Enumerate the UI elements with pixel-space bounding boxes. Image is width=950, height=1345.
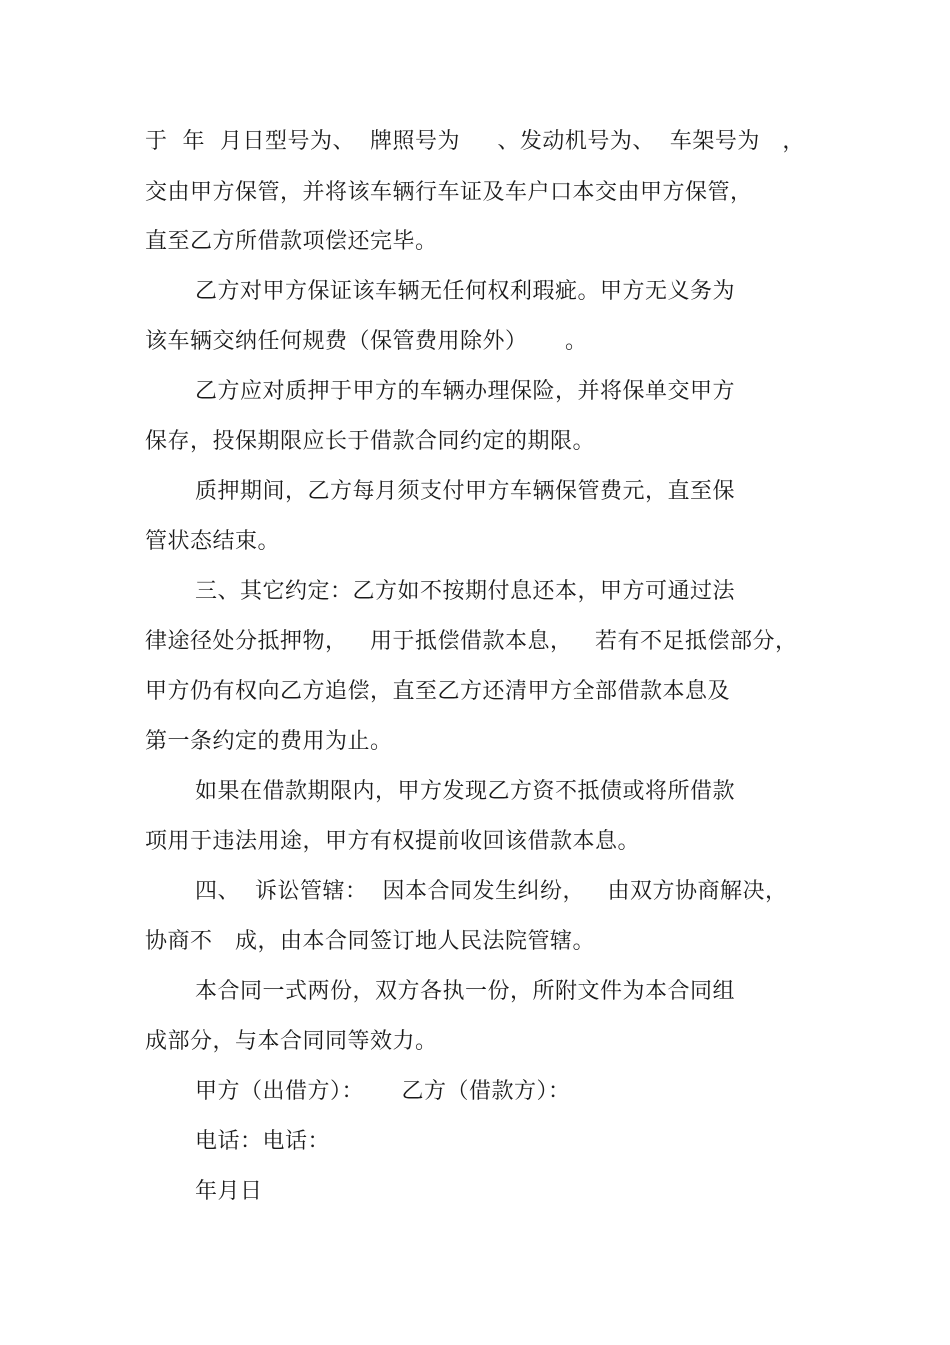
paragraph-line: 律途径处分抵押物， 用于抵偿借款本息， 若有不足抵偿部分， [145,629,798,654]
paragraph-line: 乙方对甲方保证该车辆无任何权利瑕疵。甲方无义务为 [195,279,736,304]
paragraph-line: 第一条约定的费用为止。 [145,729,393,754]
paragraph-line: 项用于违法用途，甲方有权提前收回该借款本息。 [145,829,641,854]
paragraph-line: 四、 诉讼管辖： 因本合同发生纠纷， 由双方协商解决， [195,879,788,904]
paragraph-line: 三、其它约定：乙方如不按期付息还本，甲方可通过法 [195,579,736,604]
paragraph-line: 交由甲方保管，并将该车辆行车证及车户口本交由甲方保管， [145,180,753,205]
signature-line: 甲方（出借方）： 乙方（借款方）： [195,1079,571,1104]
phone-line: 电话：电话： [195,1129,331,1154]
paragraph-line: 甲方仍有权向乙方追偿，直至乙方还清甲方全部借款本息及 [145,679,731,704]
paragraph-line: 于 年 月日型号为、 牌照号为 、发动机号为、 车架号为 ， [145,129,805,154]
paragraph-line: 成部分，与本合同同等效力。 [145,1029,438,1054]
paragraph-line: 质押期间，乙方每月须支付甲方车辆保管费元，直至保 [195,479,736,504]
paragraph-line: 如果在借款期限内，甲方发现乙方资不抵债或将所借款 [195,779,736,804]
paragraph-line: 协商不 成，由本合同签订地人民法院管辖。 [145,929,595,954]
paragraph-line: 该车辆交纳任何规费（保管费用除外） 。 [145,329,588,354]
paragraph-line: 保存，投保期限应长于借款合同约定的期限。 [145,429,596,454]
paragraph-line: 管状态结束。 [145,529,281,554]
paragraph-line: 本合同一式两份，双方各执一份，所附文件为本合同组 [195,979,736,1004]
date-line: 年月日 [195,1179,263,1204]
paragraph-line: 直至乙方所借款项偿还完毕。 [145,229,438,254]
paragraph-line: 乙方应对质押于甲方的车辆办理保险，并将保单交甲方 [195,379,736,404]
